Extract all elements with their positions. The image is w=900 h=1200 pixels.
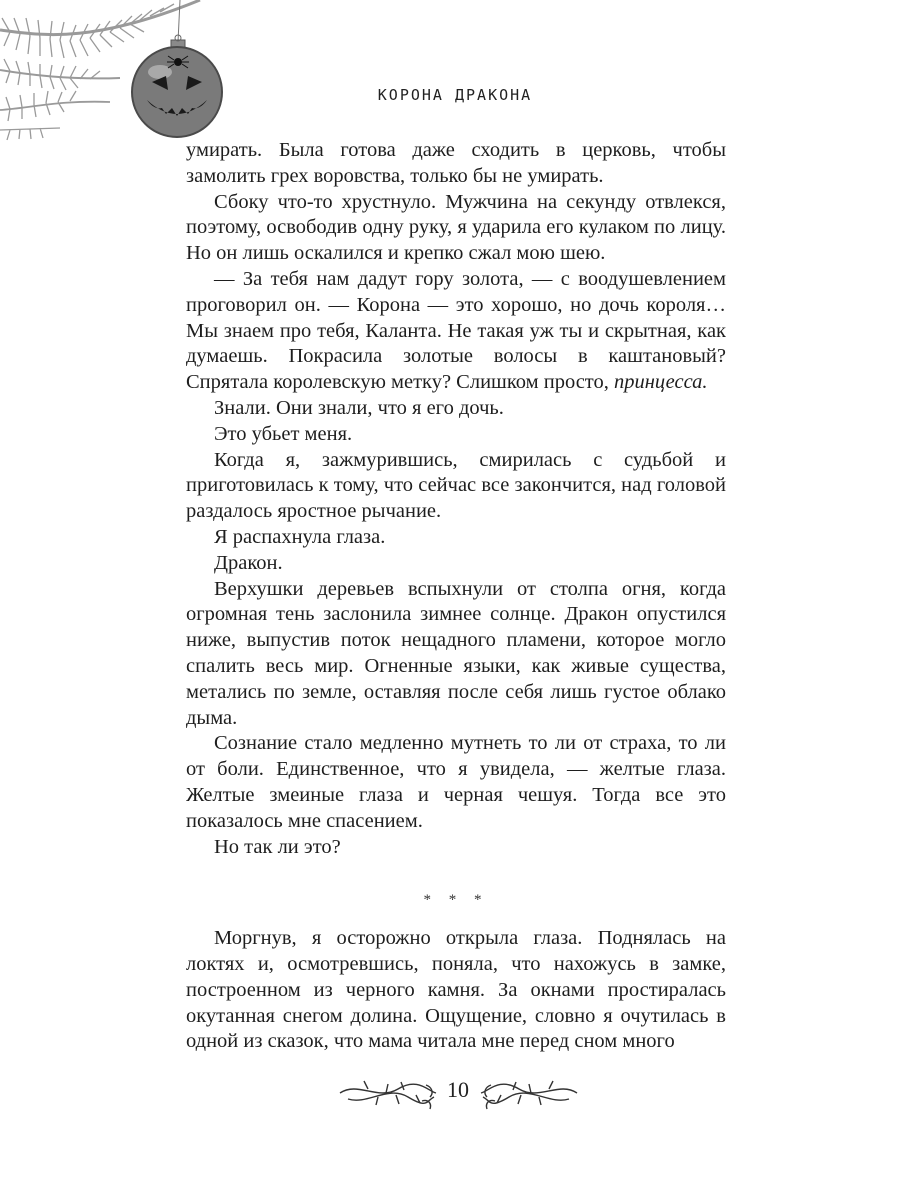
pumpkin-ornament-illustration bbox=[0, 0, 240, 150]
thorn-ornament-left-icon bbox=[338, 1071, 438, 1111]
paragraph: Это убьет меня. bbox=[214, 422, 353, 445]
paragraph-text: — За тебя нам дадут гору золота, — с воодушевлением проговорил он. — Корона — это хорошо, но дочь короля… Мы знаем про тебя, Каланта. Не такая уж ты и скрытная, как думаешь. Покрасила золотые волосы в каштановый? Спрятала королевскую метку? Слишком просто, bbox=[186, 267, 726, 394]
paragraph: Дракон. bbox=[214, 551, 283, 574]
page-number: 10 bbox=[447, 1077, 469, 1102]
paragraph: умирать. Была готова даже сходить в церковь, чтобы замолить грех воровства, только бы не умирать. bbox=[186, 139, 726, 187]
paragraph: Моргнув, я осторожно открыла глаза. Поднялась на локтях и, осмотревшись, поняла, что нахожусь в замке, построенном из черного камня. За окнами простиралась окутанная снегом долина. Ощущение, словно я очутилась в одной из сказок, что мама читала мне перед сном много bbox=[186, 927, 726, 1053]
paragraph: Я распахнула глаза. bbox=[214, 525, 386, 548]
scene-break: * * * bbox=[423, 892, 489, 909]
paragraph: Когда я, зажмурившись, смирилась с судьбой и приготовилась к тому, что сейчас все закончится, над головой раздалось яростное рычание. bbox=[186, 448, 726, 523]
paragraph: Верхушки деревьев вспыхнули от столпа огня, когда огромная тень заслонила зимнее солнце. Дракон опустился ниже, выпустив поток нещадного пламени, которое могло спалить весь мир. Огненные языки, как живые существа, метались по земле, оставляя после себя лишь густое облако дыма. bbox=[186, 577, 726, 729]
paragraph bbox=[186, 267, 726, 396]
running-title: КОРОНА ДРАКОНА bbox=[377, 86, 533, 104]
page-footer bbox=[0, 1067, 900, 1115]
paragraph: Сознание стало медленно мутнеть то ли от страха, то ли от боли. Единственное, что я увидела, — желтые глаза. Желтые змеиные глаза и черная чешуя. Тогда все это показалось мне спасением. bbox=[186, 732, 726, 832]
italic-word: принцесса. bbox=[614, 371, 708, 394]
paragraph: Сбоку что-то хрустнуло. Мужчина на секунду отвлекся, поэтому, освободив одну руку, я ударила его кулаком по лицу. Но он лишь оскалился и крепко сжал мою шею. bbox=[186, 190, 726, 265]
thorn-ornament-right-icon bbox=[479, 1071, 579, 1111]
paragraph: Знали. Они знали, что я его дочь. bbox=[214, 396, 504, 419]
paragraph: Но так ли это? bbox=[214, 835, 341, 858]
body-text bbox=[186, 138, 726, 1055]
